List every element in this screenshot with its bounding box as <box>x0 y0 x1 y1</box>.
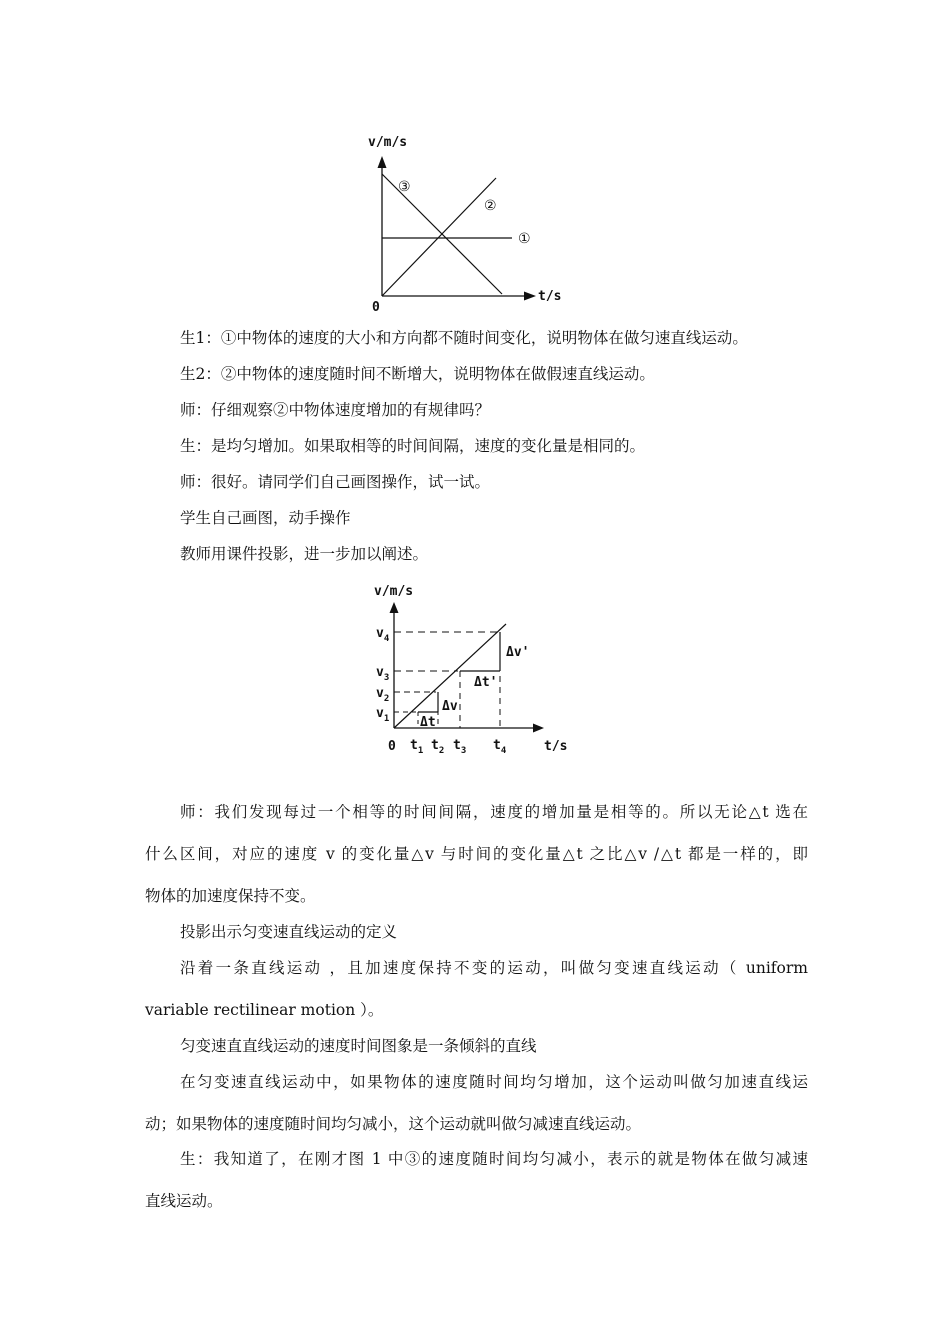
paragraph-f-line-1: 生：我知道了，在刚才图 1 中③的速度随时间均匀减小，表示的就是物体在做匀减速 <box>180 1150 808 1168</box>
paragraph-4: 生：是均匀增加。如果取相等的时间间隔，速度的变化量是相同的。 <box>180 437 646 455</box>
fig2-v1-label: $v_1$ <box>376 706 390 724</box>
fig2-y-arrow <box>390 602 399 613</box>
fig2-t4-label: $t_4$ <box>493 738 507 756</box>
paragraph-b: 投影出示匀变速直线运动的定义 <box>180 923 398 941</box>
fig2-t1-label: $t_1$ <box>410 738 424 756</box>
fig2-y-axis-label: v/m/s <box>374 584 414 599</box>
fig1-origin-label: 0 <box>372 300 380 315</box>
paragraph-e-line-1: 在匀变速直线运动中，如果物体的速度随时间均匀增加，这个运动叫做匀加速直线运 <box>180 1073 808 1091</box>
paragraph-e-line-2: 动；如果物体的速度随时间均匀减小，这个运动就叫做匀减速直线运动。 <box>145 1115 642 1133</box>
fig2-delta-t-label: Δt <box>420 715 436 730</box>
paragraph-6: 学生自己画图，动手操作 <box>180 509 351 527</box>
paragraph-a-line-3: 物体的加速度保持不变。 <box>145 887 316 905</box>
paragraph-c-line-1: 沿着一条直线运动 ，且加速度保持不变的运动，叫做匀变速直线运动（ uniform <box>180 959 808 977</box>
paragraph-a-line-1: 师：我们发现每过一个相等的时间间隔，速度的增加量是相等的。所以无论△t 选在 <box>180 803 808 821</box>
fig2-x-arrow <box>533 724 544 733</box>
fig1-label-2: ② <box>484 198 497 214</box>
paragraph-3: 师：仔细观察②中物体速度增加的有规律吗？ <box>180 401 491 419</box>
fig2-origin-label: 0 <box>388 739 396 754</box>
paragraph-d: 匀变速直直线运动的速度时间图象是一条倾斜的直线 <box>180 1037 537 1055</box>
fig2-v3-label: $v_3$ <box>376 665 390 683</box>
fig2-delta-v-prime-label: Δv' <box>506 645 530 660</box>
paragraph-f-line-2: 直线运动。 <box>145 1192 223 1210</box>
fig1-line-2 <box>382 178 496 296</box>
paragraph-c-line-2: variable rectilinear motion ）。 <box>145 1001 384 1019</box>
fig1-y-axis-label: v/m/s <box>368 135 408 150</box>
fig2-v4-label: $v_4$ <box>376 626 390 644</box>
fig2-delta-v-label: Δv <box>442 699 458 714</box>
fig2-v2-label: $v_2$ <box>376 686 390 704</box>
paragraph-7: 教师用课件投影，进一步加以阐述。 <box>180 545 429 563</box>
fig2-delta-t-prime-label: Δt' <box>474 675 498 690</box>
paragraph-a-line-2: 什么区间，对应的速度 v 的变化量△v 与时间的变化量△t 之比△v /△t 都是一样的，即 <box>145 845 808 863</box>
figure-1-vt-graph <box>360 128 590 318</box>
fig2-t3-label: $t_3$ <box>453 738 467 756</box>
figure-2-vt-graph <box>368 578 588 758</box>
fig1-x-axis-label: t/s <box>538 289 562 304</box>
paragraph-5: 师：很好。请同学们自己画图操作，试一试。 <box>180 473 491 491</box>
fig1-label-1: ① <box>518 231 531 247</box>
paragraph-1: 生1：①中物体的速度的大小和方向都不随时间变化，说明物体在做匀速直线运动。 <box>180 329 748 347</box>
fig1-label-3: ③ <box>398 179 411 195</box>
fig1-x-arrow <box>524 292 536 301</box>
fig2-x-axis-label: t/s <box>544 739 568 754</box>
paragraph-2: 生2：②中物体的速度随时间不断增大，说明物体在做假速直线运动。 <box>180 365 655 383</box>
fig1-y-arrow <box>378 156 387 168</box>
fig2-t2-label: $t_2$ <box>431 738 445 756</box>
